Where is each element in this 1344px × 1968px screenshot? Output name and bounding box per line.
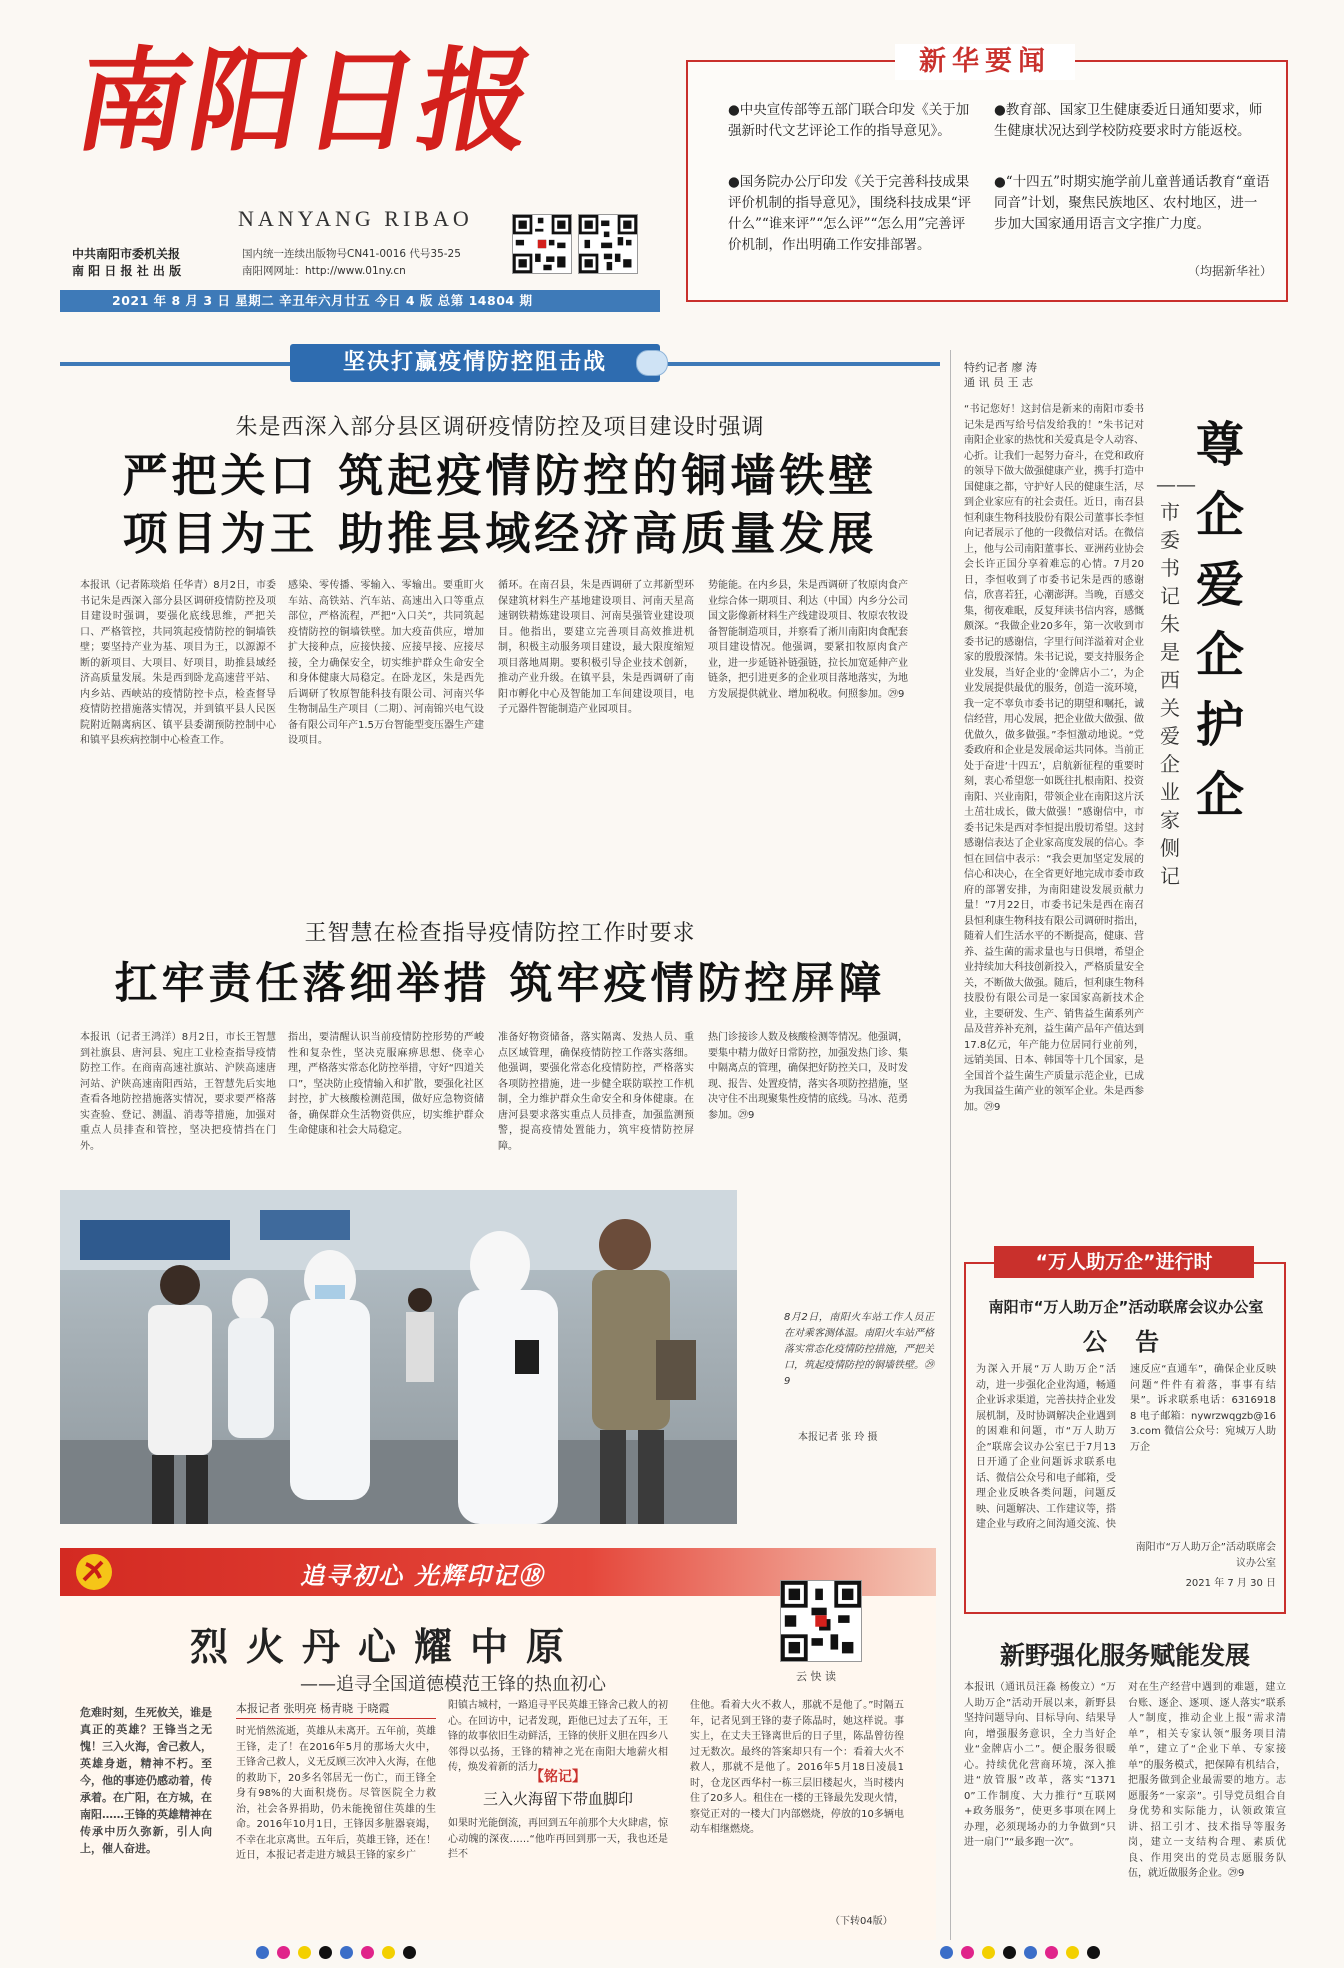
right-story-subhead: ——市委书记朱是西关爱企业家侧记 [1156,472,1196,888]
article-column: 指出，要清醒认识当前疫情防控形势的严峻性和复杂性，坚决克服麻痹思想、侥幸心理，严格落实常态化防控举措，守好“四道关口”，坚决防止疫情输入和扩散，要强化社区封控，扩大核酸检测范围，做好应急物资储备，确保群众生活物资供应，切实维护群众生命健康和社会大局稳定。 [288,1032,484,1136]
article-column: 循环。在南召县，朱是西调研了立邦新型环保建筑材料生产基地建设项目、河南天星高速钢铁精炼建设项目、河南昊强管业建设项目。他指出，要建立完善项目高效推进机制，积极主动服务项目建设，最大限度缩短项目落地周期。要积极引导企业技术创新，推动产业升级。在镇平县，朱是西调研了南阳市孵化中心及智能加工车间建设项目，电子元器件智能制造产业园项目。 [498,580,694,715]
newspaper-name-english: NANYANG RIBAO [238,206,473,231]
xinhua-news-title: 新华要闻 [895,44,1075,80]
story-kicker: 朱是西深入部分县区调研疫情防控及项目建设时强调 [235,415,765,440]
registration-dot [1066,1946,1079,1959]
notice-signature: 南阳市“万人助万企”活动联席会议办公室 [1135,1542,1276,1569]
inscription-title: 三入火海留下带血脚印 [482,1790,633,1808]
notice-date: 2021 年 7 月 30 日 [1185,1578,1276,1589]
xinhua-news-item[interactable]: ●教育部、国家卫生健康委近日通知要求，师生健康状况达到学校防疫要求时方能返校。 [994,102,1263,139]
article-column: 势能能。在内乡县，朱是西调研了牧原肉食产业综合体一期项目、利达（中国）内乡分公司国文影像新材料生产线建设项目、牧原农牧设备智能制造项目，并察看了淅川南阳肉食配套项目建设情况。他强调，要紧扣牧原肉食产业，进一步延链补链强链，拉长加宽延伸产业链条，把引进更多的企业项目落地落实，为地方发展提供就业、增加税收。何照参加。㉙9 [708,580,908,700]
byline-line: 特约记者 廖 涛 [964,361,1037,374]
registration-dot [1045,1946,1058,1959]
party-emblem-icon [74,1552,114,1592]
party-history-band-title: 追寻初心 光辉印记⑱ [300,1562,545,1590]
registration-dot [1024,1946,1037,1959]
xinhua-news-item[interactable]: ●“十四五”时期实施学前儿童普通话教育“童语同音”计划，聚焦民族地区、农村地区，进一步加大国家通用语言文字推广力度。 [994,174,1270,232]
registration-dot [1003,1946,1016,1959]
article-column: 本报讯（记者王鸿洋）8月2日，市长王智慧到社旗县、唐河县、宛庄工业检查指导疫情防控工作。在商南高速社旗站、沪陕高速唐河站、沪陕高速南阳西站，王智慧先后实地查看各地防控措施落实情况，要求要严格落实查验、登记、测温、消毒等措施，加强对重点人员排查和管控，坚决把疫情挡在门外。 [80,1032,276,1152]
right-story-byline [964,360,1037,390]
photo-caption: 8月2日，南阳火车站工作人员正在对乘客测体温。南阳火车站严格落实常态化疫情防控措施，严把关口，筑起疫情防控的铜墙铁壁。㉙9 [784,1312,934,1387]
registration-dot [277,1946,290,1959]
registration-info [242,246,461,280]
article-column: 住他。看着大火不救人，那就不是他了。”时隔五年，记者见到王锋的妻子陈晶时，她这样说。事实上，在丈夫王锋离世后的日子里，陈晶曾彷徨过无数次。最终的答案却只有一个：看着大火不救人，那就不是他了。2016年5月18日凌晨1时，仓龙区西华村一栋三层旧楼起火，当时楼内住了20多人。租住在一楼的王锋最先发现火情，察觉正对的一楼大门内部燃烧，停放的10多辆电动车相继燃烧。 [690,1700,904,1835]
registration-dot [256,1946,269,1959]
registration-dot [382,1946,395,1959]
registration-number: 国内统一连续出版物号CN41-0016 代号35-25 [242,248,461,260]
notice-issuer: 南阳市“万人助万企”活动联席会议办公室 [988,1298,1264,1316]
story-kicker: 王智慧在检查指导疫情防控工作时要求 [304,921,696,946]
article-column: 热门诊接诊人数及核酸检测等情况。他强调，要集中精力做好日常防控，加强发热门诊、集中隔离点的管理，确保把好防控关口，及时发现、报告、处置疫情，落实各项防控措施，坚决守住不出现聚集性疫情的底线。马冰、范勇参加。㉙9 [708,1032,908,1121]
color-registration-marks-left [256,1946,416,1959]
notice-title: 公 告 [1082,1328,1170,1356]
story-headline[interactable]: 项目为王 助推县域经济高质量发展 [122,507,878,560]
byline-line: 通 讯 员 王 志 [964,376,1033,389]
right-story2-headline[interactable]: 新野强化服务赋能发展 [999,1641,1250,1670]
notice-text: 为深入开展“万人助万企”活动，进一步强化企业沟通，畅通企业诉求渠道，完善扶持企业发展机制，及时协调解决企业遇到的困难和问题，市“万人助万企”联席会议办公室已于7月13日开通了企业问题诉求联系电话、微信公众号和电子邮箱，受理企业反映各类问题，问题反映、问题解决、工作建议等，搭建企业与政府之间沟通交流、快 [976,1364,1116,1530]
registration-dot [340,1946,353,1959]
news-photo[interactable] [60,1190,737,1524]
continued-note[interactable]: （下转04版） [830,1916,893,1927]
xinhua-news-item[interactable]: ●中央宣传部等五部门联合印发《关于加强新时代文艺评论工作的指导意见》。 [728,102,970,139]
section-banner: 坚决打赢疫情防控阻击战 [290,344,660,382]
right-story-headline[interactable]: 尊企爱企护企 [1195,417,1244,823]
registration-dot [1087,1946,1100,1959]
qr-code-icon[interactable] [780,1580,862,1662]
registration-dot [940,1946,953,1959]
photo-caption-area [748,1190,936,1524]
notice-label: “万人助万企”进行时 [994,1246,1254,1278]
feature-byline: 本报记者 张明亮 杨青晓 于晓霞 [236,1700,436,1719]
feature-intro: 危难时刻，生死攸关，谁是真正的英雄？王锋当之无愧！三入火海，舍己救人，英雄身逝，精神不朽。至今，他的事迹仍感动着，传承着。在广阳，在方城，在南阳……王锋的英雄精神在传承中历久弥新，引人向上，催人奋进。 [80,1706,212,1855]
column-divider [950,350,951,1940]
article-column: 时光悄然流逝，英雄从未离开。五年前，英雄王锋，走了！在2016年5月的那场大火中，王锋舍己救人，义无反顾三次冲入火海，在他的救助下，20多名邻居无一伤亡，而王锋全身有98%的大面积烧伤。尽管医院全力救治，社会各界捐助，仍未能挽留住英雄的生命。2016年10月1日，王锋因多脏器衰竭，不幸在北京离世。五年后，英雄王锋，还在！近日，本报记者走进方城县王锋的家乡广 [236,1726,436,1861]
feature-subtitle: ——追寻全国道德模范王锋的热血初心 [300,1674,606,1695]
face-mask-icon [636,350,668,376]
publisher-info [72,246,181,280]
notice-text: 速反应“直通车”，确保企业反映问题“件件有着落，事事有结果”。诉求联系电话：63169188 电子邮箱：nywrzwqgzb@163.com 微信公众号：宛城万人助万企 [1130,1364,1276,1453]
feature-headline[interactable]: 烈火丹心耀中原 [190,1624,583,1669]
registration-dot [319,1946,332,1959]
inscription-label: 【铭记】 [530,1769,586,1785]
xinhua-news-item[interactable]: ●国务院办公厅印发《关于完善科技成果评价机制的指导意见》，围绕科技成果“评什么”“谁来评”“怎么评”“怎么用”完善评价机制，作出明确工作安排部署。 [728,174,972,253]
date-bar: 2021 年 8 月 3 日 星期二 辛丑年六月廿五 今日 4 版 总第 14804 期 [60,290,660,312]
article-column: 感染、零传播、零输入、零输出。要重盯火车站、高铁站、汽车站、高速出入口等重点部位，严格流程，严把“入口关”，共同筑起疫情防控的铜墙铁壁。加大疫苗供应，增加扩大接种点，应接快接、应接早接、应接尽接，全力确保安全，切实维护群众生命安全和身体健康大局稳定。在卧龙区，朱是西先后调研了牧原智能科技有限公司、河南兴华生物制品生产项目（二期）、河南锦兴电气设备有限公司年产1.5万台智能型变压器生产建设项目。 [288,580,484,746]
article-column: 本报讯（记者陈琰焰 任华青）8月2日，市委书记朱是西深入部分县区调研疫情防控及项目建设时强调，要强化底线思维，严把关口、严格管控，共同筑起疫情防控的铜墙铁壁；要坚持产业为基、项目为王，以源源不断的新项目、大项目、好项目，助推县域经济高质量发展。朱是西到卧龙高速营平站、内乡站、西峡站的疫情防控卡点，检查督导疫情防控措施落实情况，并到镇平县人民医院附近隔离病区、镇平县委湖预防控制中心和镇平县疾病控制中心检查工作。 [80,580,276,746]
registration-dot [403,1946,416,1959]
story-headline[interactable]: 扛牢责任落细举措 筑牢疫情防控屏障 [114,959,886,1009]
publisher-line: 南 阳 日 报 社 出 版 [72,264,182,278]
story-headline[interactable]: 严把关口 筑起疫情防控的铜墙铁壁 [122,449,878,502]
xinhua-credit: （均据新华社） [1188,264,1273,278]
qr-code-icon[interactable] [578,214,638,274]
qr-code-label: 云 快 读 [796,1670,836,1683]
registration-dot [982,1946,995,1959]
article-column: 准备好物资储备，落实隔离、发热人员、重点区域管理，确保疫情防控工作落实落细。他强调，要强化常态化疫情防控，严格落实各项防控措施，进一步健全联防联控工作机制，全力维护群众生命安全和身体健康。在唐河县要求落实重点人员排查，加强监测预警，提高疫情处置能力，筑牢疫情防控屏障。 [498,1032,694,1152]
article-column: “书记您好！这封信是新来的南阳市委书记朱是西写给号信发给我的！”朱书记对南阳企业家的热忱和关爱真是令人动容、心折。让我们一起努力奋斗，在党和政府的领导下做大做强健康产业，携手打造中国健康之都，守护好人民的健康生活，尽到企业家应有的社会责任。近日，南召县恒利康生物科技股份有限公司董事长李恒向记者展示了他的一段微信对话。在微信上，他与公司南阳董事长、亚洲药业协会会长许正国分享着难忘的心情。7月20日，李恒收到了市委书记朱是西的感谢信，欣喜若狂，心潮澎湃。当晚，百感交集，彻夜难眠，反复拜读书信内容，感慨颇深。“我做企业20多年，第一次收到市委书记的感谢信，字里行间洋溢着对企业家的殷殷深情。朱书记说，要支持服务企业发展，当好企业的‘金牌店小二’，为企业发展提供最优的服务，创造一流环境，我一定不辜负市委书记的期望和嘱托，诚信经营，用心发展，把企业做大做强、做优做久，做多做强。”李恒激动地说。“党委政府和企业是发展命运共同体。当前正处于奋进‘十四五’，启航新征程的重要时刻，衷心希望您一如既往扎根南阳、投资南阳、兴业南阳，带领企业在南阳这片沃土茁壮成长，做大做强！”感谢信中，市委书记朱是西对李恒提出殷切希望。这封感谢信表达了企业家高度发展的信心。李恒在回信中表示：“我会更加坚定发展的信心和决心，在全省更好地完成市委市政府的部署安排，为南阳建设发展贡献力量！”7月22日，市委书记朱是西在南召县恒利康生物科技有限公司调研时指出，随着人们生活水平的不断提高，健康、营养、益生菌的需求量也与日俱增，希望企业持续加大科技创新投入，严格质量安全关，不断做大做强。随后，恒利康生物科技股份有限公司是一家国家高新技术企业，主要研发、生产、销售益生菌系列产品及营养补充剂，益生菌产品年产值达到17.8亿元，年产能力位居同行业前列，远销美国、日本、韩国等十几个国家，是全国首个益生菌生产质量示范企业，已成为我国益生菌产业的领军企业。朱是西参加。㉙9 [964,404,1144,1113]
newspaper-logo: 南阳日报 [66,36,546,167]
registration-dot [961,1946,974,1959]
article-column: 本报讯（通讯员汪淼 杨俊立）“万人助万企”活动开展以来，新野县坚持问题导向、目标导向、结果导向，增强服务意识，全力当好企业“金牌店小二”。便企服务很暖心。持续优化营商环境，深入推进“放管服”改革，落实“13710”工作制度、大力推行“互联网+政务服务”，使更多事项在网上办理，必须现场办的力争做到“只进一扇门”“最多跑一次”。 [964,1682,1116,1848]
publisher-line: 中共南阳市委机关报 [72,247,181,261]
photo-credit: 本报记者 张 玲 摄 [798,1432,878,1443]
registration-dot [361,1946,374,1959]
registration-dot [298,1946,311,1959]
website: 南阳网网址：http://www.01ny.cn [242,265,406,277]
article-column: 如果时光能倒流，再回到五年前那个大火肆虐，惊心动魄的深夜……“他咋再回到那一天，我也还是拦不 [448,1818,668,1860]
qr-code-icon[interactable] [512,214,572,274]
article-column: 阳镇古城村，一路追寻平民英雄王锋舍己救人的初心。在回访中，记者发现，距他已过去了五年，王锋的故事依旧生动鲜活，王锋的侠肝义胆在四乡八邻得以弘扬，王锋的精神之光在南阳大地薪火相传，焕发着新的活力。 [448,1700,668,1773]
article-column: 对在生产经营中遇到的难题，建立台账、逐企、逐项、逐人落实“联系人”制度，推动企业上报“需求清单”，相关专家认领“服务项目清单”，建立了“企业下单、专家接单”的服务模式，把保障有机结合，把服务做到企业最需要的地方。志愿服务“一家亲”。引导党员组合自身优势和实际能力，认领政策宣讲、招工引才、技术指导等服务岗，建立一支结构合理、素质优良、作用突出的党员志愿服务队伍，就近做服务企业。㉙9 [1128,1682,1286,1879]
color-registration-marks-right [940,1946,1100,1959]
